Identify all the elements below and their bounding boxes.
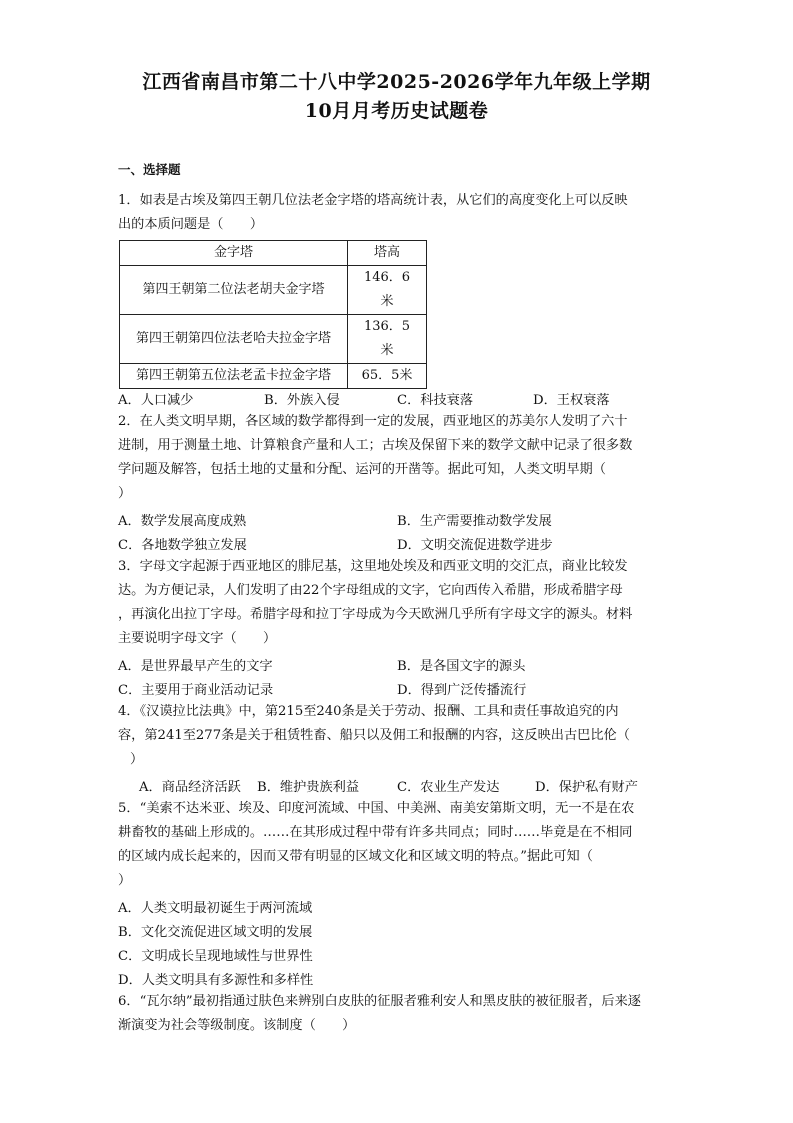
q4-stem-line: 容，第241至277条是关于租赁牲畜、船只以及佣工和报酬的内容，这反映出古巴比伦（ <box>118 728 630 743</box>
q3-option-d: D．得到广泛传播流行 <box>397 683 527 698</box>
table-row <box>120 364 427 389</box>
q4-option-b: B．维护贵族利益 <box>257 780 360 795</box>
table-header-row <box>120 241 427 266</box>
q2-option-d: D．文明交流促进数学进步 <box>397 538 553 553</box>
q4-option-c: C．农业生产发达 <box>397 780 500 795</box>
q2-option-c: C．各地数学独立发展 <box>118 538 247 553</box>
height-unit: 米 <box>380 343 394 358</box>
q6-stem-line: 渐演变为社会等级制度。该制度（ ） <box>118 1018 356 1033</box>
height-unit: 米 <box>380 294 394 309</box>
q3-stem-line: 达。为方便记录，人们发明了由22个字母组成的文字，它向西传入希腊，形成希腊字母 <box>118 583 623 598</box>
q5-stem-line: 耕畜牧的基础上形成的。……在其形成过程中带有许多共同点；同时……毕竟是在不相同 <box>118 825 633 840</box>
exam-title-line2: 10月月考历史试题卷 <box>304 100 489 122</box>
q1-stem-line1: 1．如表是古埃及第四王朝几位法老金字塔的塔高统计表，从它们的高度变化上可以反映 <box>118 193 628 208</box>
q5-option-c: C．文明成长呈现地域性与世界性 <box>118 949 313 964</box>
q2-stem-line: ） <box>118 486 132 501</box>
pyramid-height-table <box>119 240 427 389</box>
q1-stem-line2: 出的本质问题是（ ） <box>118 217 264 232</box>
q3-option-c: C．主要用于商业活动记录 <box>118 683 274 698</box>
q2-stem-line: 学问题及解答，包括土地的丈量和分配、运河的开凿等。据此可知，人类文明早期（ <box>118 462 606 477</box>
exam-title-line1: 江西省南昌市第二十八中学2025-2026学年九年级上学期 <box>142 71 651 93</box>
table-cell-pyramid-name: 第四王朝第四位法老哈夫拉金字塔 <box>120 315 348 364</box>
table-cell-height: 65．5米 <box>348 364 427 389</box>
q2-option-a: A．数学发展高度成熟 <box>118 514 247 529</box>
q5-stem-line: ） <box>118 873 132 888</box>
table-cell-pyramid-name: 第四王朝第二位法老胡夫金字塔 <box>120 266 348 315</box>
table-header-pyramid: 金字塔 <box>120 241 348 266</box>
q2-stem-line: 进制，用于测量土地、计算粮食产量和人工；古埃及保留下来的数学文献中记录了很多数 <box>118 438 633 453</box>
table-cell-height <box>348 315 427 364</box>
table-cell-pyramid-name: 第四王朝第五位法老孟卡拉金字塔 <box>120 364 348 389</box>
q1-option-a: A．人口减少 <box>118 393 194 408</box>
table-header-height: 塔高 <box>348 241 427 266</box>
q6-stem-line: 6．“瓦尔纳”最初指通过肤色来辨别白皮肤的征服者雅利安人和黑皮肤的被征服者，后来逐 <box>118 994 641 1009</box>
q3-option-b: B．是各国文字的源头 <box>397 659 526 674</box>
table-row <box>120 266 427 315</box>
q1-option-d: D．王权衰落 <box>533 393 610 408</box>
q4-option-a: A．商品经济活跃 <box>139 780 241 795</box>
q5-stem-line: 的区域内成长起来的，因而又带有明显的区域文化和区域文明的特点。”据此可知（ <box>118 849 593 864</box>
height-value: 136．5 <box>363 319 411 334</box>
q4-stem-line: ） <box>130 752 144 767</box>
q3-stem-line: 3．字母文字起源于西亚地区的腓尼基，这里地处埃及和西亚文明的交汇点，商业比较发 <box>118 559 628 574</box>
q2-stem-line: 2．在人类文明早期，各区域的数学都得到一定的发展，西亚地区的苏美尔人发明了六十 <box>118 414 628 429</box>
q5-option-a: A．人类文明最初诞生于两河流域 <box>118 901 313 916</box>
q5-stem-line: 5．“美索不达米亚、埃及、印度河流域、中国、中美洲、南美安第斯文明，无一不是在农 <box>118 801 635 816</box>
q3-option-a: A．是世界最早产生的文字 <box>118 659 273 674</box>
q3-stem-line: 主要说明字母文字（ ） <box>118 631 277 646</box>
q4-stem-line: 4．《汉谟拉比法典》中，第215至240条是关于劳动、报酬、工具和责任事故追究的内 <box>118 704 619 719</box>
q1-option-b: B．外族入侵 <box>264 393 340 408</box>
section-heading: 一、选择题 <box>118 162 181 177</box>
q3-stem-line: ，再演化出拉丁字母。希腊字母和拉丁字母成为今天欧洲几乎所有字母文字的源头。材料 <box>118 607 633 622</box>
table-row <box>120 315 427 364</box>
q5-option-b: B．文化交流促进区域文明的发展 <box>118 925 313 940</box>
height-value: 146．6 <box>363 270 411 285</box>
q5-option-d: D．人类文明具有多源性和多样性 <box>118 973 314 988</box>
q1-option-c: C．科技衰落 <box>397 393 474 408</box>
q4-option-d: D．保护私有财产 <box>535 780 638 795</box>
table-cell-height <box>348 266 427 315</box>
q2-option-b: B．生产需要推动数学发展 <box>397 514 552 529</box>
